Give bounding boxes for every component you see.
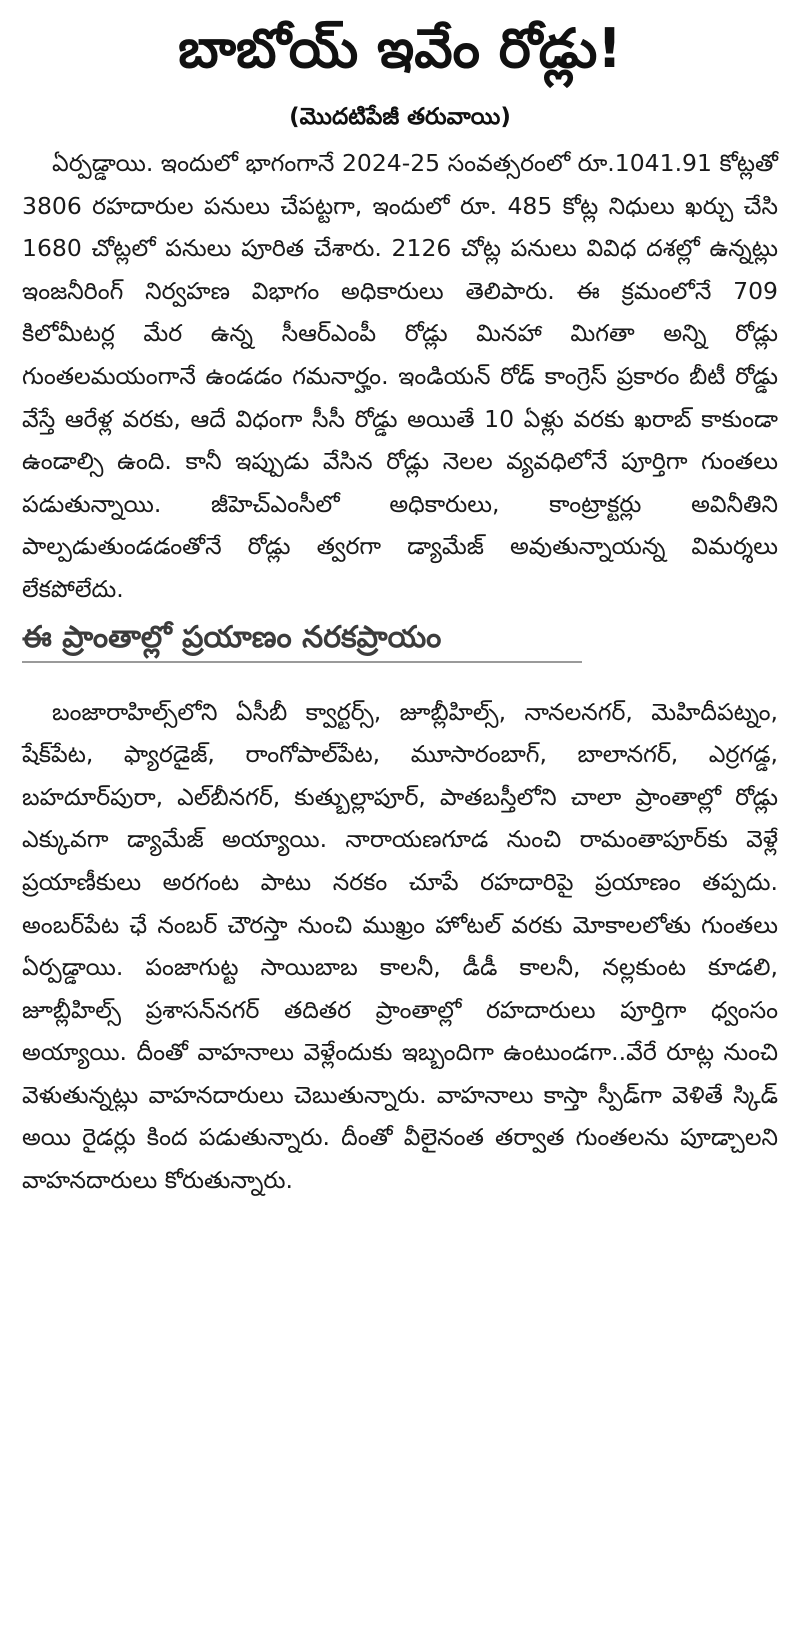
article-paragraph-2: బంజారాహిల్స్‌లోని ఏసీబీ క్వార్టర్స్, జూబ్లీహిల్స్, నానలనగర్, మెహిదీపట్నం, షేక్‌పేట, ఫ్యారడైజ్, రాంగోపాల్‌పేట, మూసారంబాగ్, బాలానగర్, ఎర్రగడ్డ, బహదూర్‌పురా, ఎల్‌బీనగర్, కుత్బుల్లాపూర్, పాతబస్తీలోని చాలా ప్రాంతాల్లో రోడ్లు ఎక్కువగా డ్యామేజ్ అయ్యాయి. నారాయణగూడ నుంచి రామంతాపూర్‌కు వెళ్లే ప్రయాణీకులు అరగంట పాటు నరకం చూపే రహదారిపై ప్రయాణం తప్పదు. అంబర్‌పేట ఛే నంబర్ చౌరస్తా నుంచి ముఖ్రం హోటల్ వరకు మోకాలలోతు గుంతలు ఏర్పడ్డాయి. పంజాగుట్ట సాయిబాబ కాలనీ, డీడీ కాలనీ, నల్లకుంట కూడలి, జూబ్లీహిల్స్ ప్రశాసన్‌నగర్ తదితర ప్రాంతాల్లో రహదారులు పూర్తిగా ధ్వంసం అయ్యాయి. దీంతో వాహనాలు వెళ్లేందుకు ఇబ్బందిగా ఉంటుండగా..వేరే రూట్ల నుంచి వెళుతున్నట్లు వాహనదారులు చెబుతున్నారు. వాహనాలు కాస్తా స్పీడ్‌గా వెళితే స్కిడ్ అయి రైడర్లు కింద పడుతున్నారు. దీంతో వీలైనంత తర్వాత గుంతలను పూడ్చాలని వాహనదారులు కోరుతున్నారు.	[22, 697, 778, 1195]
section-spacer	[22, 663, 778, 691]
headline: బాబోయ్ ఇవేం రోడ్లు!	[178, 17, 622, 80]
article-body-section-2	[22, 691, 778, 1202]
subheading-block	[22, 617, 778, 663]
subheading: ఈ ప్రాంతాల్లో ప్రయాణం నరకప్రాయం	[22, 619, 442, 655]
article-paragraph-1: ఏర్పడ్డాయి. ఇందులో భాగంగానే 2024-25 సంవత్సరంలో రూ.1041.91 కోట్లతో 3806 రహదారుల పనులు చేపట్టగా, ఇందులో రూ. 485 కోట్ల నిధులు ఖర్చు చేసి 1680 చోట్లలో పనులు పూరిత చేశారు. 2126 చోట్ల పనులు వివిధ దశల్లో ఉన్నట్లు ఇంజనీరింగ్ నిర్వహణ విభాగం అధికారులు తెలిపారు. ఈ క్రమంలోనే 709 కిలోమీటర్ల మేర ఉన్న సీఆర్ఎంపీ రోడ్లు మినహా మిగతా అన్ని రోడ్లు గుంతలమయంగానే ఉండడం గమనార్హం. ఇండియన్ రోడ్ కాంగ్రెస్ ప్రకారం బీటీ రోడ్డు వేస్తే ఆరేళ్ల వరకు, ఆదే విధంగా సీసీ రోడ్డు అయితే 10 ఏళ్లు వరకు ఖరాబ్ కాకుండా ఉండాల్సి ఉంది. కానీ ఇప్పుడు వేసిన రోడ్లు నెలల వ్యవధిలోనే పూర్తిగా గుంతలు పడుతున్నాయి. జీహెచ్ఎంసీలో అధికారులు, కాంట్రాక్టర్లు అవినీతిని పాల్పడుతుండడంతోనే రోడ్లు త్వరగా డ్యామేజ్ అవుతున్నాయన్న విమర్శలు లేకపోలేదు.	[22, 149, 778, 603]
continued-from-front-page-note: (మొదటిపేజీ తరువాయి)	[289, 104, 511, 130]
article-body	[22, 142, 778, 611]
